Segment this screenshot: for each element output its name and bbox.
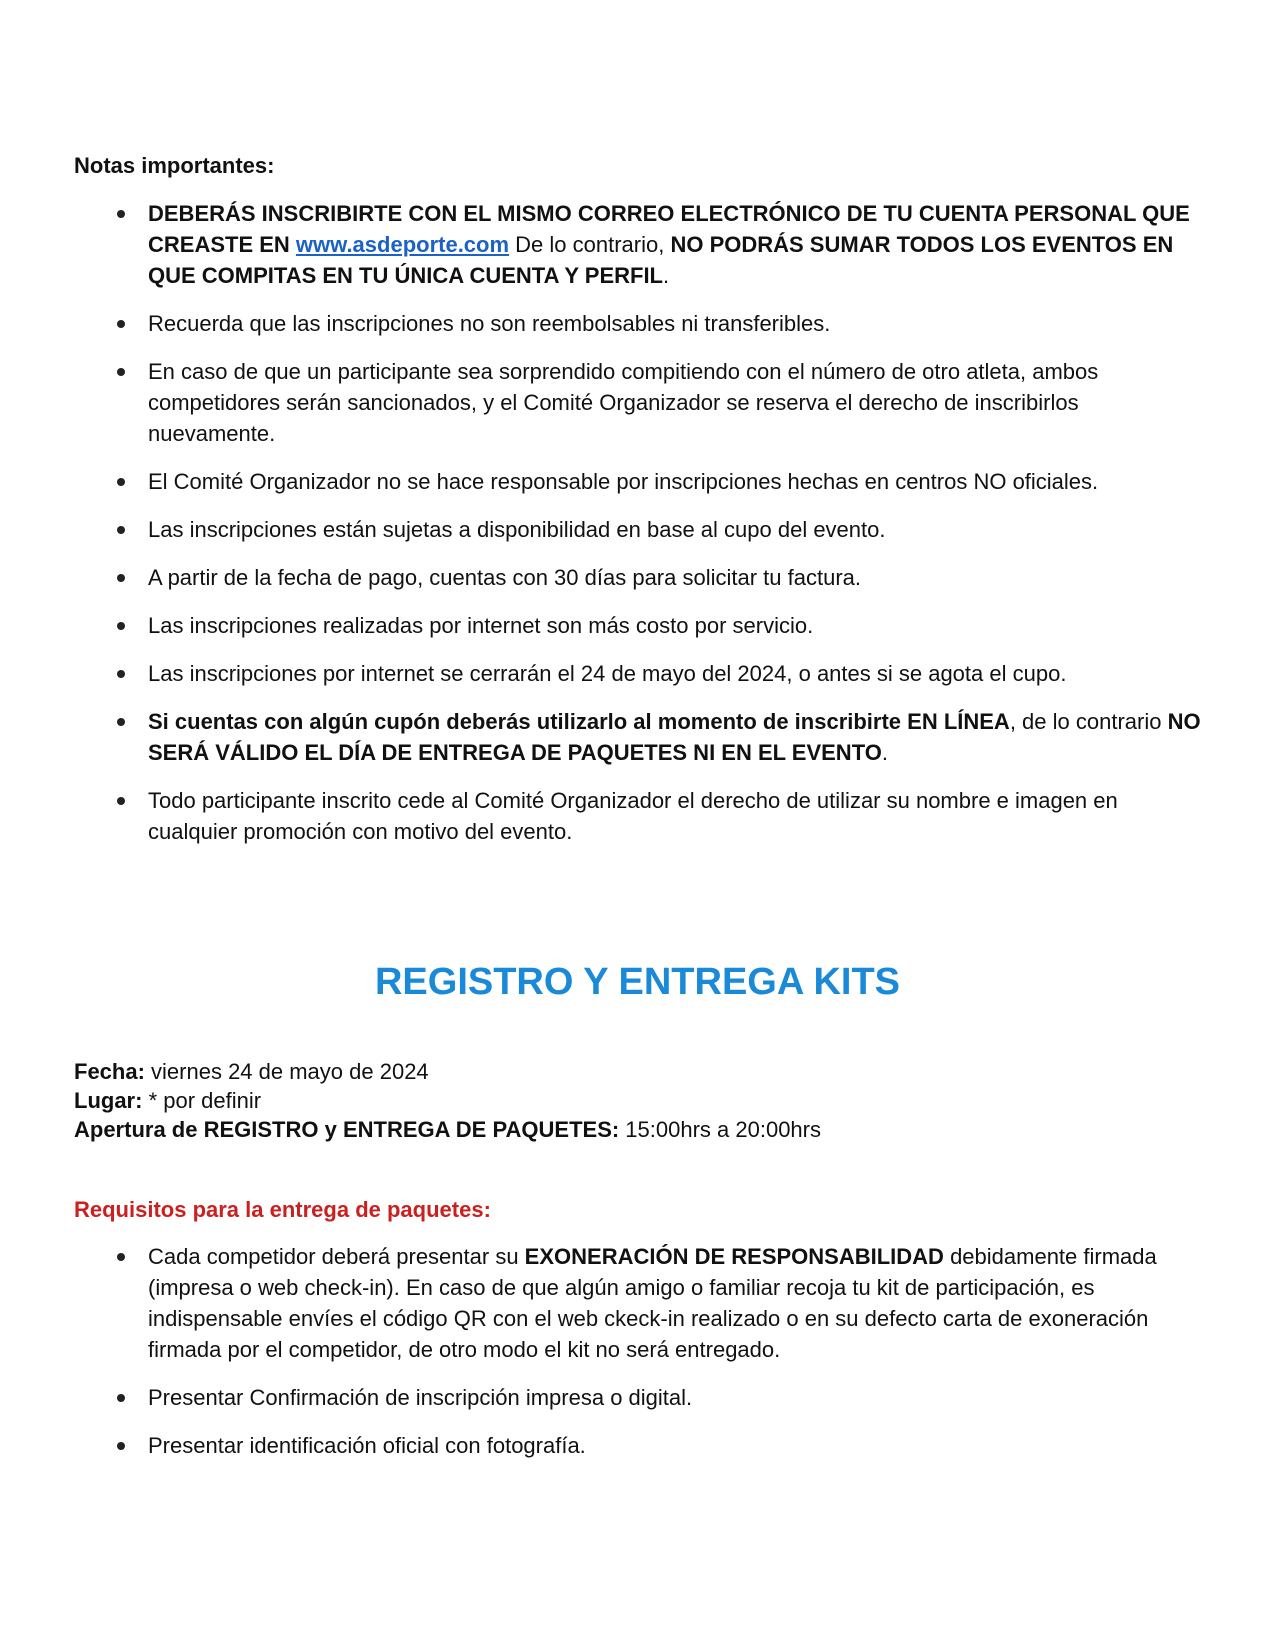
list-item: [0, 1382, 1275, 1413]
place-label: Lugar:: [74, 1088, 143, 1113]
note-text: Recuerda que las inscripciones no son reembolsables ni transferibles.: [148, 311, 831, 336]
list-item: [0, 356, 1275, 449]
note-text: En caso de que un participante sea sorprendido compitiendo con el número de otro atleta, ambos competidores serán sancionados, y el Comité Organizador se reserva el derecho de inscribirlos nuevamente.: [148, 359, 1099, 446]
requirement-text: Cada competidor deberá presentar su: [148, 1244, 525, 1269]
info-date: [74, 1057, 821, 1086]
bullet-icon: [117, 1442, 125, 1450]
notes-list: [0, 198, 1275, 864]
list-item: [0, 785, 1275, 847]
email-warning-bold: DEBERÁS INSCRIBIRTE CON EL MISMO CORREO ELECTRÓNICO DE TU CUENTA PERSONAL QUE CREASTE EN: [148, 201, 1190, 257]
list-item: [0, 1241, 1275, 1365]
list-item: [0, 562, 1275, 593]
requirements-list: [0, 1241, 1275, 1478]
email-warning-bold-2: NO PODRÁS SUMAR TODOS LOS EVENTOS EN QUE COMPITAS EN TU ÚNICA CUENTA Y PERFIL: [148, 232, 1174, 288]
email-warning-end: .: [663, 263, 670, 288]
asdeporte-link[interactable]: www.asdeporte.com: [295, 232, 510, 257]
note-text: Las inscripciones están sujetas a disponibilidad en base al cupo del evento.: [148, 517, 886, 542]
date-value: viernes 24 de mayo de 2024: [144, 1059, 429, 1084]
list-item: [0, 466, 1275, 497]
bullet-icon: [117, 320, 125, 328]
coupon-bold-2: NO SERÁ VÁLIDO EL DÍA DE ENTREGA DE PAQUETES NI EN EL EVENTO: [148, 709, 1201, 765]
list-item: [0, 198, 1275, 291]
list-item: [0, 1430, 1275, 1461]
section-title: REGISTRO Y ENTREGA KITS: [374, 961, 901, 1003]
bullet-icon: [117, 622, 125, 630]
bullet-icon: [117, 718, 125, 726]
requirements-heading: Requisitos para la entrega de paquetes:: [74, 1197, 491, 1222]
coupon-text: , de lo contrario: [1009, 709, 1168, 734]
list-item: [0, 514, 1275, 545]
bullet-icon: [117, 1394, 125, 1402]
info-place: [74, 1086, 821, 1115]
requirement-text: Presentar Confirmación de inscripción impresa o digital.: [148, 1385, 693, 1410]
note-text: A partir de la fecha de pago, cuentas con 30 días para solicitar tu factura.: [148, 565, 861, 590]
note-text: Las inscripciones por internet se cerrarán el 24 de mayo del 2024, o antes si se agota el cupo.: [148, 661, 1067, 686]
coupon-bold: Si cuentas con algún cupón deberás utilizarlo al momento de inscribirte EN LÍNEA: [148, 709, 1010, 734]
bullet-icon: [117, 1253, 125, 1261]
note-text: Las inscripciones realizadas por internet son más costo por servicio.: [148, 613, 814, 638]
note-text: El Comité Organizador no se hace responsable por inscripciones hechas en centros NO oficiales.: [148, 469, 1099, 494]
event-info: [74, 1057, 821, 1144]
info-schedule: [74, 1115, 821, 1144]
note-text: Todo participante inscrito cede al Comité Organizador el derecho de utilizar su nombre e imagen en cualquier promoción con motivo del evento.: [148, 788, 1118, 844]
bullet-icon: [117, 210, 125, 218]
requirement-text: Presentar identificación oficial con fotografía.: [148, 1433, 586, 1458]
list-item: [0, 706, 1275, 768]
bullet-icon: [117, 670, 125, 678]
coupon-end: .: [881, 740, 888, 765]
bullet-icon: [117, 526, 125, 534]
bullet-icon: [117, 797, 125, 805]
bullet-icon: [117, 574, 125, 582]
list-item: [0, 658, 1275, 689]
bullet-icon: [117, 368, 125, 376]
notes-heading: Notas importantes:: [74, 153, 275, 178]
requirement-text-2: debidamente firmada (impresa o web check-in). En caso de que algún amigo o familiar recoja tu kit de participación, es indispensable envíes el código QR con el web ckeck-in realizado o en su defecto carta de exoneración firmada por el competidor, de otro modo el kit no será entregado.: [148, 1244, 1157, 1362]
schedule-value: 15:00hrs a 20:00hrs: [619, 1117, 821, 1142]
requirement-bold: EXONERACIÓN DE RESPONSABILIDAD: [524, 1244, 944, 1269]
bullet-icon: [117, 478, 125, 486]
place-value: * por definir: [142, 1088, 262, 1113]
list-item: [0, 308, 1275, 339]
email-warning-text: De lo contrario,: [509, 232, 671, 257]
schedule-label: Apertura de REGISTRO y ENTREGA DE PAQUETES:: [74, 1117, 620, 1142]
list-item: [0, 610, 1275, 641]
date-label: Fecha:: [74, 1059, 145, 1084]
